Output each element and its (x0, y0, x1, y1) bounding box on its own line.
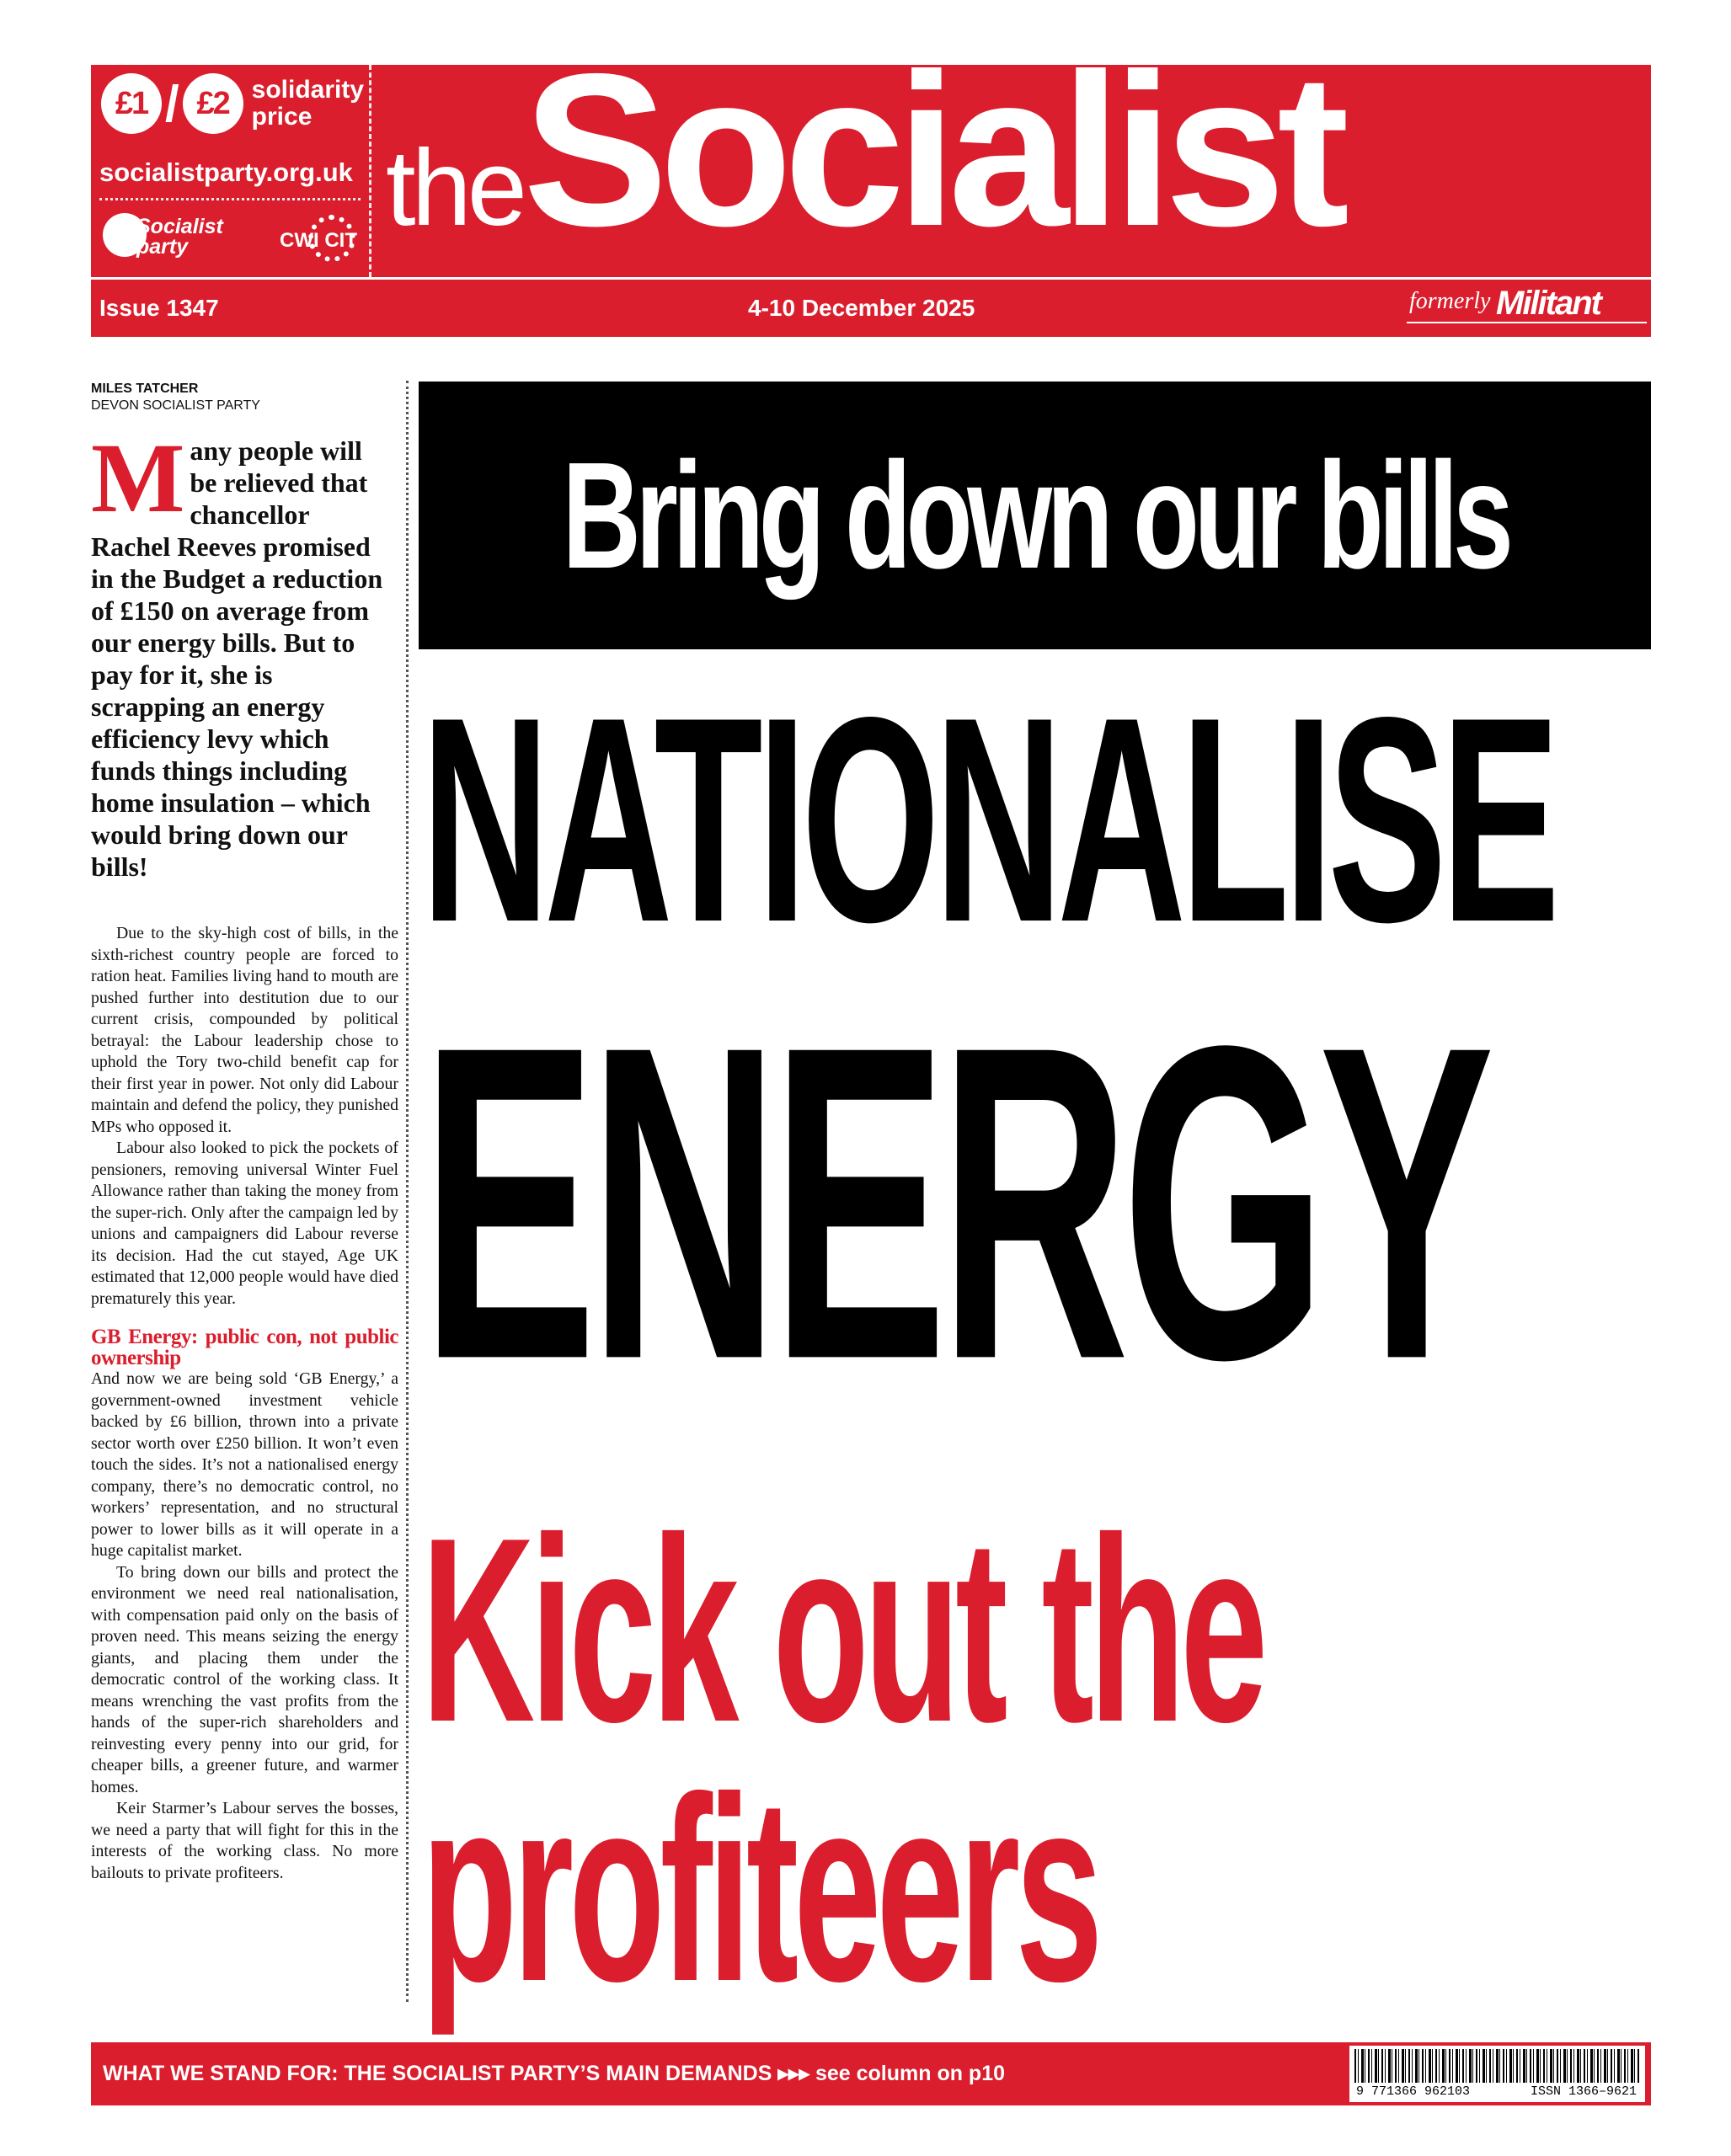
militant-logo: Militant (1496, 285, 1600, 322)
paragraph: And now we are being sold ‘GB Energy,’ a government-owned investment vehicle backed by £6 billion, thrown into a private sector worth over £250 billion. It won’t even touch the sides. It’s not a nationalised energy company, there’s no democratic control, no workers’ representation, and no structural power to lower bills as it will operate in a huge capitalist market. (91, 1369, 398, 1560)
headline-banner (419, 382, 1651, 649)
price-badge-2: £2 (183, 73, 243, 134)
barcode (1348, 2044, 1647, 2104)
newspaper-title (386, 28, 1342, 271)
masthead-info-panel (91, 65, 371, 277)
paragraph: Due to the sky-high cost of bills, in the sixth-richest country people are forced to ration heat. Families living hand to mouth are pushed further into destitution due to our current crisis, compounded by political betrayal: the Labour leadership chose to uphold the Tory two-child benefit cap for their first year in power. Not only did Labour maintain and defend the policy, they punished MPs who opposed it. (91, 924, 398, 1136)
title-the: the (386, 128, 523, 248)
headline-nationalise: NATIONALISE (421, 656, 1555, 983)
paragraph: Keir Starmer’s Labour serves the bosses, we need a party that will fight for this in the interests of the working class. No more bailouts to private profiteers. (91, 1799, 398, 1882)
issn: ISSN 1366–9621 (1530, 2084, 1637, 2099)
solidarity-line-2: price (251, 103, 313, 131)
website-link[interactable]: socialistparty.org.uk (99, 157, 353, 187)
article-body (91, 923, 398, 1884)
headline-profiteers: profiteers (421, 1743, 1098, 2036)
price-slash: / (165, 75, 179, 132)
formerly-label: formerly (1409, 288, 1491, 314)
socialist-party-logo-text (136, 216, 223, 257)
paragraph: Labour also looked to pick the pockets of pensioners, removing universal Winter Fuel Allowance rather than taking the money from the super-rich. Only after the campaign led by unions and campaigners did Labour reverse its decision. Had the cut stayed, Age UK estimated that 12,000 people would have died prematurely this year. (91, 1139, 398, 1308)
solidarity-price-label (252, 77, 364, 131)
article-intro (91, 423, 390, 883)
column-divider (406, 381, 409, 2002)
headline-kick-out: Kick out the (421, 1484, 1264, 1777)
footer-demands-link[interactable]: WHAT WE STAND FOR: THE SOCIALIST PARTY’S MAIN DEMANDS ▸▸▸ see column on p10 (103, 2062, 1006, 2085)
masthead-separator (99, 198, 361, 200)
paragraph: To bring down our bills and protect the environment we need real nationalisation, with compensation paid only on the basis of proven need. This means seizing the energy giants, and placing them under the democratic control of the working class. It means wrenching the vast profits from the hands of the super-rich shareholders and reinvesting every penny into our grid, for cheaper bills, a greener future, and warmer homes. (91, 1562, 398, 1796)
logo-text-line-1: Socialist (136, 215, 223, 238)
author-organisation: DEVON SOCIALIST PARTY (91, 398, 260, 413)
intro-text: any people will be relieved that chancellor Rachel Reeves promised in the Budget a reduction of £150 on average from our energy bills. But to pay for it, she is scrapping an energy efficiency levy which funds things including home insulation – which would bring down our bills! (91, 435, 383, 882)
formerly-underline (1407, 322, 1647, 323)
author-name: MILES TATCHER (91, 382, 199, 396)
price-badge-1: £1 (101, 73, 162, 134)
masthead (91, 28, 1651, 337)
issue-number: Issue 1347 (99, 295, 219, 321)
banner-text: Bring down our bills (561, 430, 1509, 600)
article-column (91, 381, 398, 1884)
logo-text-line-2: party (136, 235, 189, 259)
headline-energy: ENERGY (421, 953, 1488, 1452)
cwi-logo (280, 215, 364, 274)
barcode-number: 9 771366 962103 (1356, 2084, 1471, 2099)
solidarity-line-1: solidarity (251, 76, 365, 104)
drop-cap: M (91, 423, 185, 533)
issue-date: 4-10 December 2025 (748, 295, 975, 321)
title-socialist: Socialist (522, 28, 1342, 271)
cwi-logo-text: CWI CIT (280, 229, 357, 252)
masthead-strip (91, 277, 1651, 339)
price-row (101, 73, 364, 134)
article-subheading: GB Energy: public con, not public ownership (91, 1326, 398, 1369)
barcode-bars (1354, 2049, 1641, 2083)
socialist-party-logo (99, 208, 268, 274)
